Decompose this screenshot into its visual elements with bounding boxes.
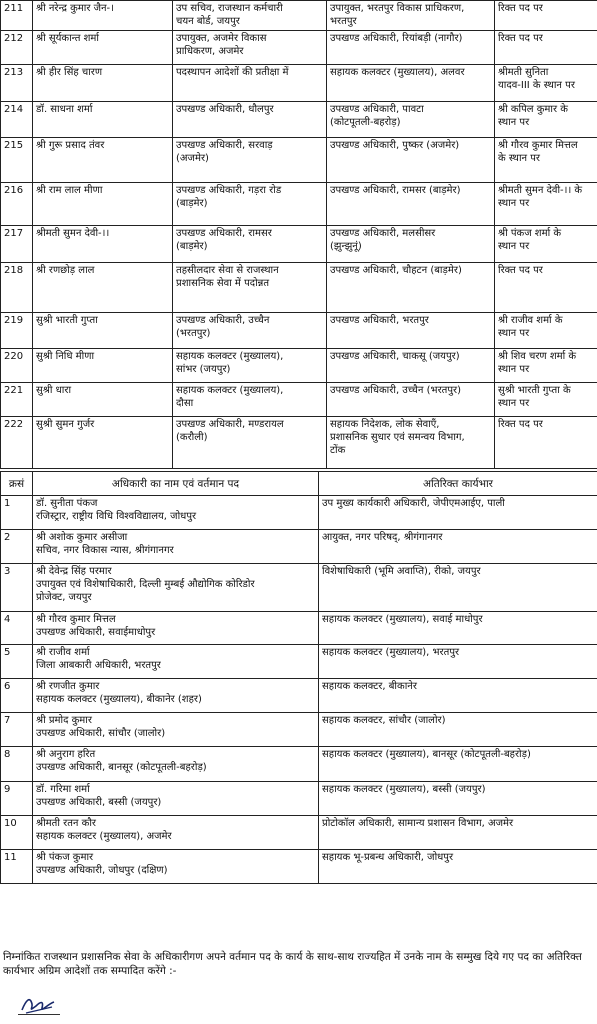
current-post-line: (बाड़मेर)	[176, 198, 208, 209]
additional-charge: आयुक्त, नगर परिषद्, श्रीगंगानगर	[319, 530, 597, 564]
current-post-line: उप सचिव, राजस्थान कर्मचारी	[176, 3, 283, 14]
new-posting-line: उपखण्ड अधिकारी, मलसीसर	[330, 228, 436, 239]
current-post-line: उपखण्ड अधिकारी, उच्चैन	[176, 315, 270, 326]
current-post	[173, 417, 327, 469]
current-post	[173, 226, 327, 263]
remark	[495, 31, 597, 65]
additional-charge: उप मुख्य कार्यकारी अधिकारी, जेपीएमआईए, पाली	[319, 496, 597, 530]
remark-line: श्री गौरव कुमार मित्तल	[498, 140, 578, 151]
officer-name: डॉ. साधना शर्मा	[33, 102, 173, 138]
current-post	[173, 349, 327, 383]
remark	[495, 313, 597, 349]
new-posting	[327, 183, 495, 226]
remark-line: रिक्त पद पर	[498, 419, 543, 430]
additional-charge: सहायक कलक्टर (मुख्यालय), बानसूर (कोटपूतली-बहरोड़)	[319, 747, 597, 782]
remark	[495, 183, 597, 226]
current-post	[173, 183, 327, 226]
current-post-line: (बाड़मेर)	[176, 241, 208, 252]
new-posting-line: प्रशासनिक सुधार एवं समन्वय विभाग,	[330, 432, 465, 443]
officer-name-and-post-line: श्रीमती रतन कौर	[36, 818, 96, 829]
new-posting	[327, 1, 495, 31]
officer-name-and-post-line: सहायक कलक्टर (मुख्यालय), अजमेर	[36, 831, 172, 842]
new-posting-line: उपखण्ड अधिकारी, भरतपुर	[330, 315, 429, 326]
current-post	[173, 65, 327, 102]
new-posting-line: उपखण्ड अधिकारी, चौहटन (बाड़मेर)	[330, 265, 462, 276]
serial-number: 2	[1, 530, 33, 564]
current-post-line: सांभर (जयपुर)	[176, 364, 231, 375]
serial-number: 3	[1, 564, 33, 612]
remark	[495, 226, 597, 263]
officer-name-and-post-line: श्री रणजीत कुमार	[36, 681, 100, 692]
current-post-line: तहसीलदार सेवा से राजस्थान	[176, 265, 279, 276]
officer-name: श्री गुरू प्रसाद तंवर	[33, 138, 173, 183]
table-row	[1, 713, 597, 747]
current-post-line: सहायक कलक्टर (मुख्यालय),	[176, 351, 284, 362]
officer-name-and-post-line: श्री प्रमोद कुमार	[36, 715, 92, 726]
serial-number: 222	[1, 417, 33, 469]
table-row	[1, 782, 597, 816]
officer-name-and-post-line: सचिव, नगर विकास न्यास, श्रीगंगानगर	[36, 545, 174, 556]
new-posting-line: उपखण्ड अधिकारी, पावटा	[330, 104, 424, 115]
officer-name-and-post-line: उपखण्ड अधिकारी, बस्सी (जयपुर)	[36, 797, 162, 808]
additional-charge-table	[0, 471, 597, 884]
officer-name-and-post	[33, 530, 319, 564]
additional-charge: विशेषाधिकारी (भूमि अवाप्ति), रीको, जयपुर	[319, 564, 597, 612]
serial-number: 219	[1, 313, 33, 349]
table-row	[1, 138, 597, 183]
current-post-line: उपखण्ड अधिकारी, धौलपुर	[176, 104, 274, 115]
officer-name: सुश्री सुमन गुर्जर	[33, 417, 173, 469]
current-post	[173, 1, 327, 31]
signature-rule	[18, 1014, 60, 1015]
additional-charge: सहायक कलक्टर (मुख्यालय), बस्सी (जयपुर)	[319, 782, 597, 816]
officer-name-and-post-line: रजिस्ट्रार, राष्ट्रीय विधि विश्वविद्यालय, जोधपुर	[36, 511, 197, 522]
current-post-line: दौसा	[176, 398, 194, 409]
remark-line: श्री पंकज शर्मा के	[498, 228, 562, 239]
current-post-line: (भरतपुर)	[176, 328, 211, 339]
table-row	[1, 850, 597, 884]
remark-line: रिक्त पद पर	[498, 265, 543, 276]
table-row	[1, 102, 597, 138]
additional-charge: सहायक कलक्टर, सांचौर (जालोर)	[319, 713, 597, 747]
remark-line: स्थान पर	[498, 117, 530, 128]
officer-name: श्री सूर्यकान्त शर्मा	[33, 31, 173, 65]
new-posting	[327, 138, 495, 183]
current-post-line: पदस्थापन आदेशों की प्रतीक्षा में	[176, 67, 289, 78]
new-posting	[327, 383, 495, 417]
footer-note: निम्नांकित राजस्थान प्रशासनिक सेवा के अधिकारीगण अपने वर्तमान पद के कार्य के साथ-साथ राज्यहित में उनके नाम के सम्मुख दिये गए पद का अतिरिक्त कार्यभार अग्रिम आदेशों तक सम्पादित करेंगे :-	[3, 951, 582, 977]
additional-charge: सहायक कलक्टर, बीकानेर	[319, 679, 597, 713]
current-post-line: सहायक कलक्टर (मुख्यालय),	[176, 385, 284, 396]
current-post-line: (अजमेर)	[176, 153, 209, 164]
officer-name-and-post-line: सहायक कलक्टर (मुख्यालय), बीकानेर (शहर)	[36, 694, 202, 705]
table-row	[1, 417, 597, 469]
officer-name: सुश्री धारा	[33, 383, 173, 417]
header-additional-charge: अतिरिक्त कार्यभार	[319, 472, 597, 496]
current-post	[173, 138, 327, 183]
transfer-table	[0, 0, 597, 469]
new-posting	[327, 417, 495, 469]
serial-number: 221	[1, 383, 33, 417]
current-post-line: उपखण्ड अधिकारी, सरवाड़	[176, 140, 273, 151]
officer-name-and-post	[33, 747, 319, 782]
officer-name-and-post	[33, 850, 319, 884]
officer-name-and-post	[33, 713, 319, 747]
table-row	[1, 383, 597, 417]
serial-number: 213	[1, 65, 33, 102]
serial-number: 220	[1, 349, 33, 383]
table-row	[1, 612, 597, 645]
officer-name-and-post-line: उपखण्ड अधिकारी, जोधपुर (दक्षिण)	[36, 865, 168, 876]
officer-name-and-post-line: उपखण्ड अधिकारी, सवाईमाधोपुर	[36, 627, 156, 638]
remark-line: श्री राजीव शर्मा के	[498, 315, 563, 326]
officer-name-and-post-line: उपखण्ड अधिकारी, बानसूर (कोटपूतली-बहरोड़)	[36, 762, 207, 773]
serial-number: 214	[1, 102, 33, 138]
new-posting	[327, 65, 495, 102]
serial-number: 1	[1, 496, 33, 530]
new-posting-line: सहायक कलक्टर (मुख्यालय), अलवर	[330, 67, 465, 78]
new-posting-line: उपखण्ड अधिकारी, रामसर (बाड़मेर)	[330, 185, 461, 196]
new-posting-line: उपायुक्त, भरतपुर विकास प्राधिकरण,	[330, 3, 465, 14]
remark	[495, 138, 597, 183]
serial-number: 217	[1, 226, 33, 263]
officer-name-and-post	[33, 816, 319, 850]
table-row	[1, 679, 597, 713]
serial-number: 8	[1, 747, 33, 782]
serial-number: 212	[1, 31, 33, 65]
officer-name-and-post-line: श्री पंकज कुमार	[36, 852, 94, 863]
table-row	[1, 226, 597, 263]
table-row	[1, 645, 597, 679]
remark	[495, 65, 597, 102]
remark	[495, 417, 597, 469]
remark-line: सुश्री भारती गुप्ता के	[498, 385, 571, 396]
officer-name: सुश्री निधि मीणा	[33, 349, 173, 383]
current-post-line: चयन बोर्ड, जयपुर	[176, 16, 240, 27]
table-row	[1, 65, 597, 102]
remark-line: रिक्त पद पर	[498, 3, 543, 14]
table-row	[1, 349, 597, 383]
table-row	[1, 263, 597, 313]
serial-number: 211	[1, 1, 33, 31]
remark	[495, 102, 597, 138]
officer-name: श्रीमती सुमन देवी-।।	[33, 226, 173, 263]
table-row	[1, 313, 597, 349]
current-post-line: प्राधिकरण, अजमेर	[176, 46, 244, 57]
serial-number: 11	[1, 850, 33, 884]
table-row	[1, 816, 597, 850]
current-post	[173, 263, 327, 313]
remark-line: श्रीमती सुनिता	[498, 67, 549, 78]
officer-name: श्री हीर सिंह चारण	[33, 65, 173, 102]
table-row	[1, 1, 597, 31]
serial-number: 6	[1, 679, 33, 713]
current-post-line: उपखण्ड अधिकारी, गड़रा रोड	[176, 185, 282, 196]
current-post-line: उपखण्ड अधिकारी, रामसर	[176, 228, 272, 239]
remark	[495, 383, 597, 417]
new-posting-line: सहायक निदेशक, लोक सेवाएँ,	[330, 419, 440, 430]
officer-name-and-post	[33, 564, 319, 612]
officer-name-and-post-line: प्रोजेक्ट, जयपुर	[36, 592, 92, 603]
serial-number: 9	[1, 782, 33, 816]
officer-name-and-post	[33, 645, 319, 679]
current-post	[173, 383, 327, 417]
new-posting	[327, 263, 495, 313]
remark-line: स्थान पर	[498, 364, 530, 375]
officer-name-and-post-line: डॉ. गरिमा शर्मा	[36, 784, 90, 795]
officer-name-and-post	[33, 679, 319, 713]
additional-charge: प्रोटोकॉल अधिकारी, सामान्य प्रशासन विभाग, अजमेर	[319, 816, 597, 850]
remark-line: स्थान पर	[498, 241, 530, 252]
officer-name-and-post-line: श्री अनुराग हरित	[36, 749, 96, 760]
table-row	[1, 530, 597, 564]
remark	[495, 349, 597, 383]
serial-number: 215	[1, 138, 33, 183]
table-row	[1, 183, 597, 226]
officer-name-and-post-line: उपखण्ड अधिकारी, सांचौर (जालोर)	[36, 728, 166, 739]
remark-line: स्थान पर	[498, 198, 530, 209]
current-post	[173, 31, 327, 65]
remark-line: स्थान पर	[498, 398, 530, 409]
table-row	[1, 496, 597, 530]
officer-name-and-post	[33, 496, 319, 530]
new-posting	[327, 349, 495, 383]
new-posting-line: (झुन्झुनूं)	[330, 241, 362, 252]
officer-name: श्री राम लाल मीणा	[33, 183, 173, 226]
remark-line: श्रीमती सुमन देवी-।। के	[498, 185, 583, 196]
officer-name: सुश्री भारती गुप्ता	[33, 313, 173, 349]
new-posting-line: (कोटपूतली-बहरोड़)	[330, 117, 401, 128]
additional-charge: सहायक भू-प्रबन्ध अधिकारी, जोधपुर	[319, 850, 597, 884]
current-post-line: (करौली)	[176, 432, 208, 443]
officer-name-and-post-line: डॉ. सुनीता पंकज	[36, 498, 98, 509]
new-posting-line: उपखण्ड अधिकारी, उच्चैन (भरतपुर)	[330, 385, 462, 396]
current-post	[173, 313, 327, 349]
new-posting-line: उपखण्ड अधिकारी, रियांबड़ी (नागौर)	[330, 33, 463, 44]
officer-name-and-post-line: श्री अशोक कुमार असीजा	[36, 532, 128, 543]
officer-name: श्री रणछोड़ लाल	[33, 263, 173, 313]
officer-name-and-post-line: श्री राजीव शर्मा	[36, 647, 90, 658]
officer-name-and-post-line: श्री देवेन्द्र सिंह परमार	[36, 566, 112, 577]
table-row	[1, 31, 597, 65]
new-posting-line: उपखण्ड अधिकारी, पुष्कर (अजमेर)	[330, 140, 460, 151]
current-post-line: उपखण्ड अधिकारी, मण्डरायल	[176, 419, 284, 430]
officer-name-and-post-line: उपायुक्त एवं विशेषाधिकारी, दिल्ली मुम्बई औद्योगिक कोरिडोर	[36, 579, 255, 590]
new-posting	[327, 313, 495, 349]
new-posting-line: टोंक	[330, 445, 346, 456]
table-row	[1, 564, 597, 612]
officer-name-and-post	[33, 612, 319, 645]
new-posting-line: उपखण्ड अधिकारी, चाकसू (जयपुर)	[330, 351, 460, 362]
remark-line: यादव-III के स्थान पर	[498, 80, 575, 91]
serial-number: 216	[1, 183, 33, 226]
additional-charge: सहायक कलक्टर (मुख्यालय), सवाई माधोपुर	[319, 612, 597, 645]
current-post-line: प्रशासनिक सेवा में पदोन्नत	[176, 278, 270, 289]
table-header-row	[1, 472, 597, 496]
header-serial: क्रसं	[1, 472, 33, 496]
remark-line: श्री शिव चरण शर्मा के	[498, 351, 577, 362]
serial-number: 218	[1, 263, 33, 313]
remark-line: स्थान पर	[498, 328, 530, 339]
remark-line: रिक्त पद पर	[498, 33, 543, 44]
new-posting	[327, 31, 495, 65]
current-post	[173, 102, 327, 138]
remark-line: के स्थान पर	[498, 153, 541, 164]
remark	[495, 263, 597, 313]
serial-number: 4	[1, 612, 33, 645]
new-posting-line: भरतपुर	[330, 16, 357, 27]
header-officer-name: अधिकारी का नाम एवं वर्तमान पद	[33, 472, 319, 496]
additional-charge: सहायक कलक्टर (मुख्यालय), भरतपुर	[319, 645, 597, 679]
serial-number: 7	[1, 713, 33, 747]
serial-number: 5	[1, 645, 33, 679]
officer-name-and-post-line: श्री गौरव कुमार मित्तल	[36, 614, 116, 625]
current-post-line: उपायुक्त, अजमेर विकास	[176, 33, 267, 44]
remark	[495, 1, 597, 31]
remark-line: श्री कपिल कुमार के	[498, 104, 568, 115]
new-posting	[327, 102, 495, 138]
serial-number: 10	[1, 816, 33, 850]
officer-name-and-post	[33, 782, 319, 816]
new-posting	[327, 226, 495, 263]
signature-mark	[18, 990, 58, 1016]
officer-name-and-post-line: जिला आबकारी अधिकारी, भरतपुर	[36, 660, 161, 671]
officer-name: श्री नरेन्द्र कुमार जैन-।	[33, 1, 173, 31]
table-row	[1, 747, 597, 782]
